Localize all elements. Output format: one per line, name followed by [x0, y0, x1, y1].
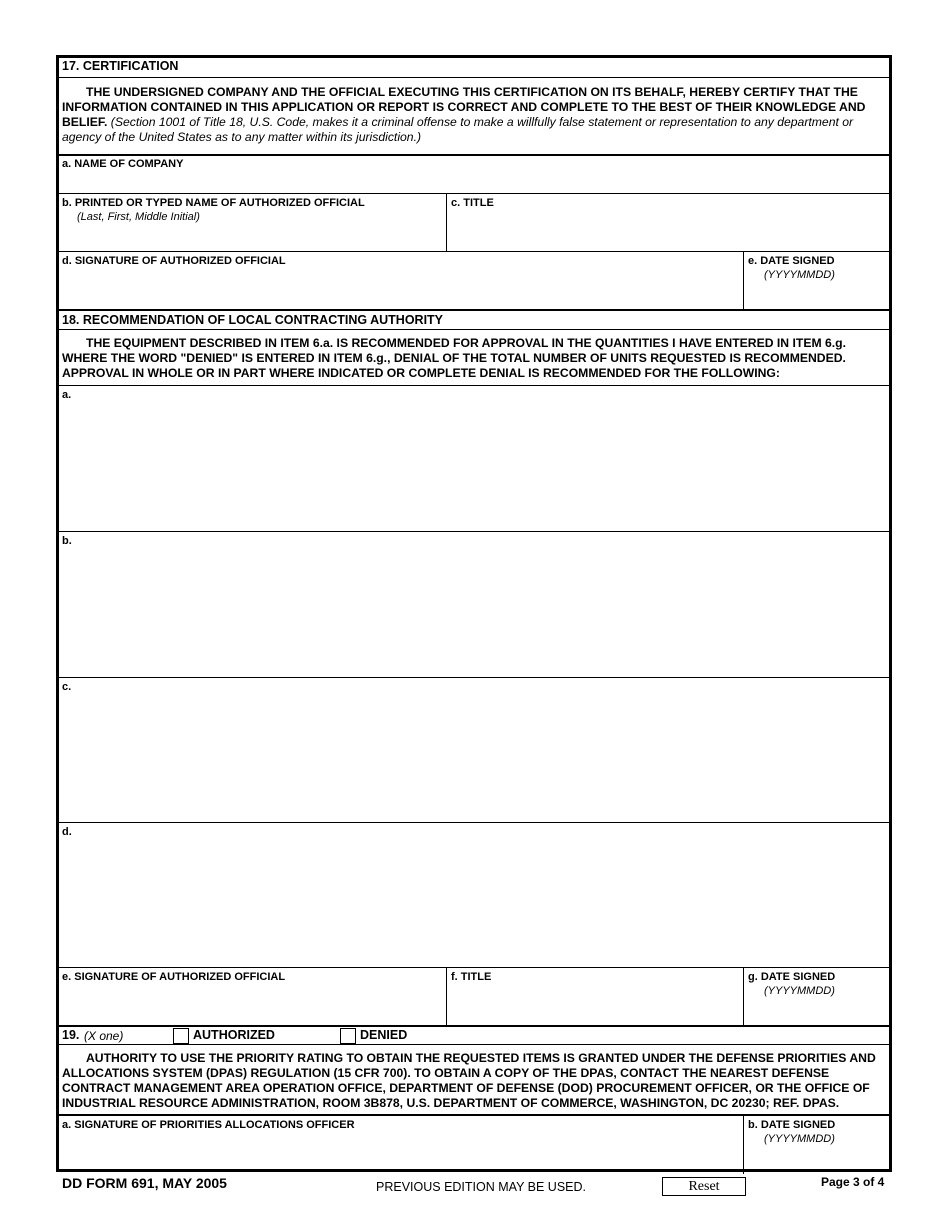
recommendation-d-label: d.	[62, 826, 72, 838]
title-label: c. TITLE	[451, 197, 494, 209]
section-19-ab-row	[59, 1114, 889, 1172]
field-title-18[interactable]	[447, 968, 743, 1026]
page-number: Page 3 of 4	[821, 1175, 885, 1189]
certification-statement	[62, 85, 885, 145]
field-recommendation-a[interactable]	[59, 385, 889, 531]
printed-name-label: b. PRINTED OR TYPED NAME OF AUTHORIZED OFFICIAL	[62, 197, 365, 209]
denied-checkbox[interactable]	[340, 1028, 356, 1044]
section-18-statement	[59, 329, 889, 385]
priorities-officer-signature-label: a. SIGNATURE OF PRIORITIES ALLOCATIONS OFFICER	[62, 1119, 355, 1131]
field-signature-authorized-official[interactable]	[59, 252, 743, 310]
field-recommendation-b[interactable]	[59, 531, 889, 677]
section-18-heading: 18. RECOMMENDATION OF LOCAL CONTRACTING AUTHORITY	[62, 313, 444, 327]
section-17-statement	[59, 77, 889, 154]
certification-statement-bold: THE UNDERSIGNED COMPANY AND THE OFFICIAL EXECUTING THIS CERTIFICATION ON ITS BEHALF, HEREBY CERTIFY THAT THE INFORMATION CONTAINED IN THIS APPLICATION OR REPORT IS CORRECT AND COMPLETE TO THE BEST OF THEIR KNOWLEDGE AND BELIEF.	[62, 85, 866, 129]
date-signed-label: e. DATE SIGNED	[748, 255, 835, 267]
denied-label: DENIED	[360, 1028, 408, 1042]
recommendation-statement: THE EQUIPMENT DESCRIBED IN ITEM 6.a. IS RECOMMENDED FOR APPROVAL IN THE QUANTITIES I HAVE ENTERED IN ITEM 6.g. WHERE THE WORD "DENIED" IS ENTERED IN ITEM 6.g., DENIAL OF THE TOTAL NUMBER OF UNITS REQUESTED IS RECOMMENDED. APPROVAL IN WHOLE OR IN PART WHERE INDICATED OR COMPLETE DENIAL IS RECOMMENDED FOR THE FOLLOWING:	[62, 336, 846, 380]
field-name-of-company[interactable]	[59, 154, 889, 193]
section-18-efg-row	[59, 967, 889, 1025]
field-recommendation-c[interactable]	[59, 677, 889, 822]
section-17-bc-row	[59, 193, 889, 251]
field-signature-authorized-official-18[interactable]	[59, 968, 446, 1026]
field-printed-name[interactable]	[59, 194, 446, 252]
section-17-de-row	[59, 251, 889, 309]
date-format-hint: (YYYYMMDD)	[764, 269, 835, 281]
recommendation-b-label: b.	[62, 535, 72, 547]
field-signature-priorities-officer[interactable]	[59, 1116, 743, 1174]
edition-note: PREVIOUS EDITION MAY BE USED.	[376, 1180, 586, 1194]
date-signed-label: b. DATE SIGNED	[748, 1119, 836, 1131]
section-19-number: 19.	[62, 1028, 80, 1042]
signature-label: e. SIGNATURE OF AUTHORIZED OFFICIAL	[62, 971, 286, 983]
field-date-signed[interactable]	[744, 252, 889, 310]
field-title[interactable]	[447, 194, 889, 252]
dd-form-691-page-3	[56, 55, 892, 1172]
reset-button[interactable]: Reset	[662, 1177, 746, 1196]
certification-statement-italic: (Section 1001 of Title 18, U.S. Code, makes it a criminal offense to make a willfully false statement or representation to any department or agency of the United States as to any matter within its jurisdiction.)	[62, 115, 854, 144]
field-date-signed-19[interactable]	[744, 1116, 889, 1174]
authorized-checkbox[interactable]	[173, 1028, 189, 1044]
section-19-instruction: (X one)	[84, 1029, 124, 1043]
section-19-statement	[59, 1044, 889, 1114]
date-format-hint: (YYYYMMDD)	[764, 985, 835, 997]
recommendation-a-label: a.	[62, 389, 72, 401]
section-19-choice-row	[59, 1025, 889, 1044]
recommendation-c-label: c.	[62, 681, 72, 693]
authorized-label: AUTHORIZED	[193, 1028, 275, 1042]
authority-statement: AUTHORITY TO USE THE PRIORITY RATING TO OBTAIN THE REQUESTED ITEMS IS GRANTED UNDER THE DEFENSE PRIORITIES AND ALLOCATIONS SYSTEM (DPAS) REGULATION (15 CFR 700). TO OBTAIN A COPY OF THE DPAS, CONTACT THE NEAREST DEFENSE CONTRACT MANAGEMENT AREA OPERATION OFFICE, DEPARTMENT OF DEFENSE (DOD) PROCUREMENT OFFICER, OR THE OFFICE OF INDUSTRIAL RESOURCE ADMINISTRATION, ROOM 3B878, U.S. DEPARTMENT OF COMMERCE, WASHINGTON, DC 20230; REF. DPAS.	[62, 1051, 876, 1110]
title-label: f. TITLE	[451, 971, 492, 983]
signature-label: d. SIGNATURE OF AUTHORIZED OFFICIAL	[62, 255, 286, 267]
field-recommendation-d[interactable]	[59, 822, 889, 967]
section-17-header	[59, 58, 889, 77]
section-18-header	[59, 309, 889, 329]
field-date-signed-18[interactable]	[744, 968, 889, 1026]
section-17-heading: 17. CERTIFICATION	[62, 59, 179, 73]
printed-name-format-hint: (Last, First, Middle Initial)	[77, 211, 200, 223]
date-signed-label: g. DATE SIGNED	[748, 971, 836, 983]
date-format-hint: (YYYYMMDD)	[764, 1133, 835, 1145]
form-identifier: DD FORM 691, MAY 2005	[62, 1175, 227, 1191]
name-of-company-label: a. NAME OF COMPANY	[62, 158, 184, 170]
